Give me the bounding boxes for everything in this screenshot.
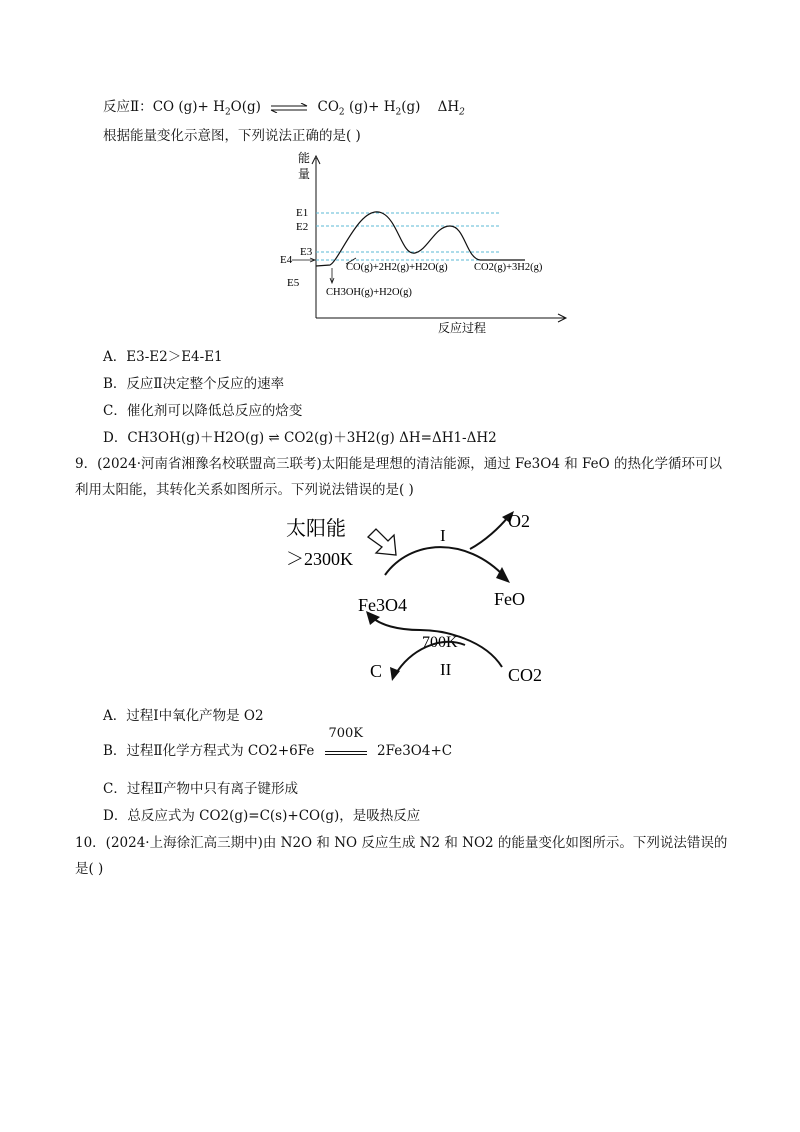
label-e5: E5 — [287, 277, 300, 289]
high-temp-label: ＞2300K — [286, 549, 353, 569]
x-axis-label: 反应过程 — [438, 321, 487, 335]
o2-label: O2 — [508, 511, 530, 531]
feo-label: FeO — [494, 589, 525, 609]
o2-branch-arc — [470, 517, 508, 549]
low-temp-label: 700K — [422, 634, 458, 651]
q8-option-d: D．CH3OH(g)＋H2O(g) ⇌ CO2(g)＋3H2(g) ΔH=ΔH1-ΔH2 — [103, 430, 497, 446]
co2-label: CO2 — [508, 665, 543, 685]
reaction-2-equation: 反应Ⅱ：CO $(g)+ H_2O(g)$ $CO_2$ $(g)+ H_2(g)$ $\Delta H_2$ — [103, 99, 465, 118]
label-e2: E2 — [296, 221, 309, 233]
solar-energy-label: 太阳能 — [286, 518, 346, 540]
energy-curve — [316, 212, 525, 266]
solar-input-arrow-icon — [368, 529, 396, 555]
process-1-label: I — [440, 526, 446, 545]
question-10-text: 10．(2024·上海徐汇高三期中)由 N2O 和 NO 反应生成 N2 和 NO2 的能量变化如图所示。下列说法错误的是( ) — [75, 835, 728, 877]
y-axis-label-1: 能 — [298, 151, 311, 165]
species-start: CH3OH(g)+H2O(g) — [326, 287, 412, 298]
q9-option-a: A．过程Ⅰ中氧化产物是 O2 — [103, 708, 264, 724]
q8-option-c: C．催化剂可以降低总反应的焓变 — [103, 403, 303, 419]
condition-equals-sign: 700K — [325, 749, 367, 755]
energy-diagram — [270, 148, 570, 338]
y-axis-label-2: 量 — [298, 167, 311, 181]
fe3o4-label: Fe3O4 — [358, 595, 407, 615]
carbon-label: C — [370, 661, 383, 681]
q9-option-d: D．总反应式为 CO2(g)=C(s)+CO(g)，是吸热反应 — [103, 808, 421, 824]
question-8-prompt: 根据能量变化示意图，下列说法正确的是( ) — [103, 128, 361, 144]
process-2-label: II — [440, 660, 452, 679]
q8-option-a: A．E3-E2＞E4-E1 — [103, 349, 223, 365]
equilibrium-arrow-icon — [269, 103, 309, 113]
thermochemical-cycle-diagram — [280, 505, 570, 695]
label-e1: E1 — [296, 207, 309, 219]
q8-option-b: B．反应Ⅱ决定整个反应的速率 — [103, 376, 285, 392]
label-e3: E3 — [300, 246, 313, 258]
species-right: CO2(g)+3H2(g) — [474, 262, 543, 273]
label-e4: E4 — [280, 254, 293, 266]
q9-option-c: C．过程Ⅱ产物中只有离子键形成 — [103, 781, 299, 797]
process-1-arc — [385, 547, 505, 577]
q9-option-b: B．过程Ⅱ化学方程式为 CO2+6Fe 700K 2Fe3O4+C — [103, 726, 453, 759]
species-middle: CO(g)+2H2(g)+H2O(g) — [346, 262, 448, 273]
question-9-text: 9．(2024·河南省湘豫名校联盟高三联考)太阳能是理想的清洁能源，通过 Fe3O4 和 FeO 的热化学循环可以利用太阳能，其转化关系如图所示。下列说法错误的是( ) — [75, 456, 722, 498]
